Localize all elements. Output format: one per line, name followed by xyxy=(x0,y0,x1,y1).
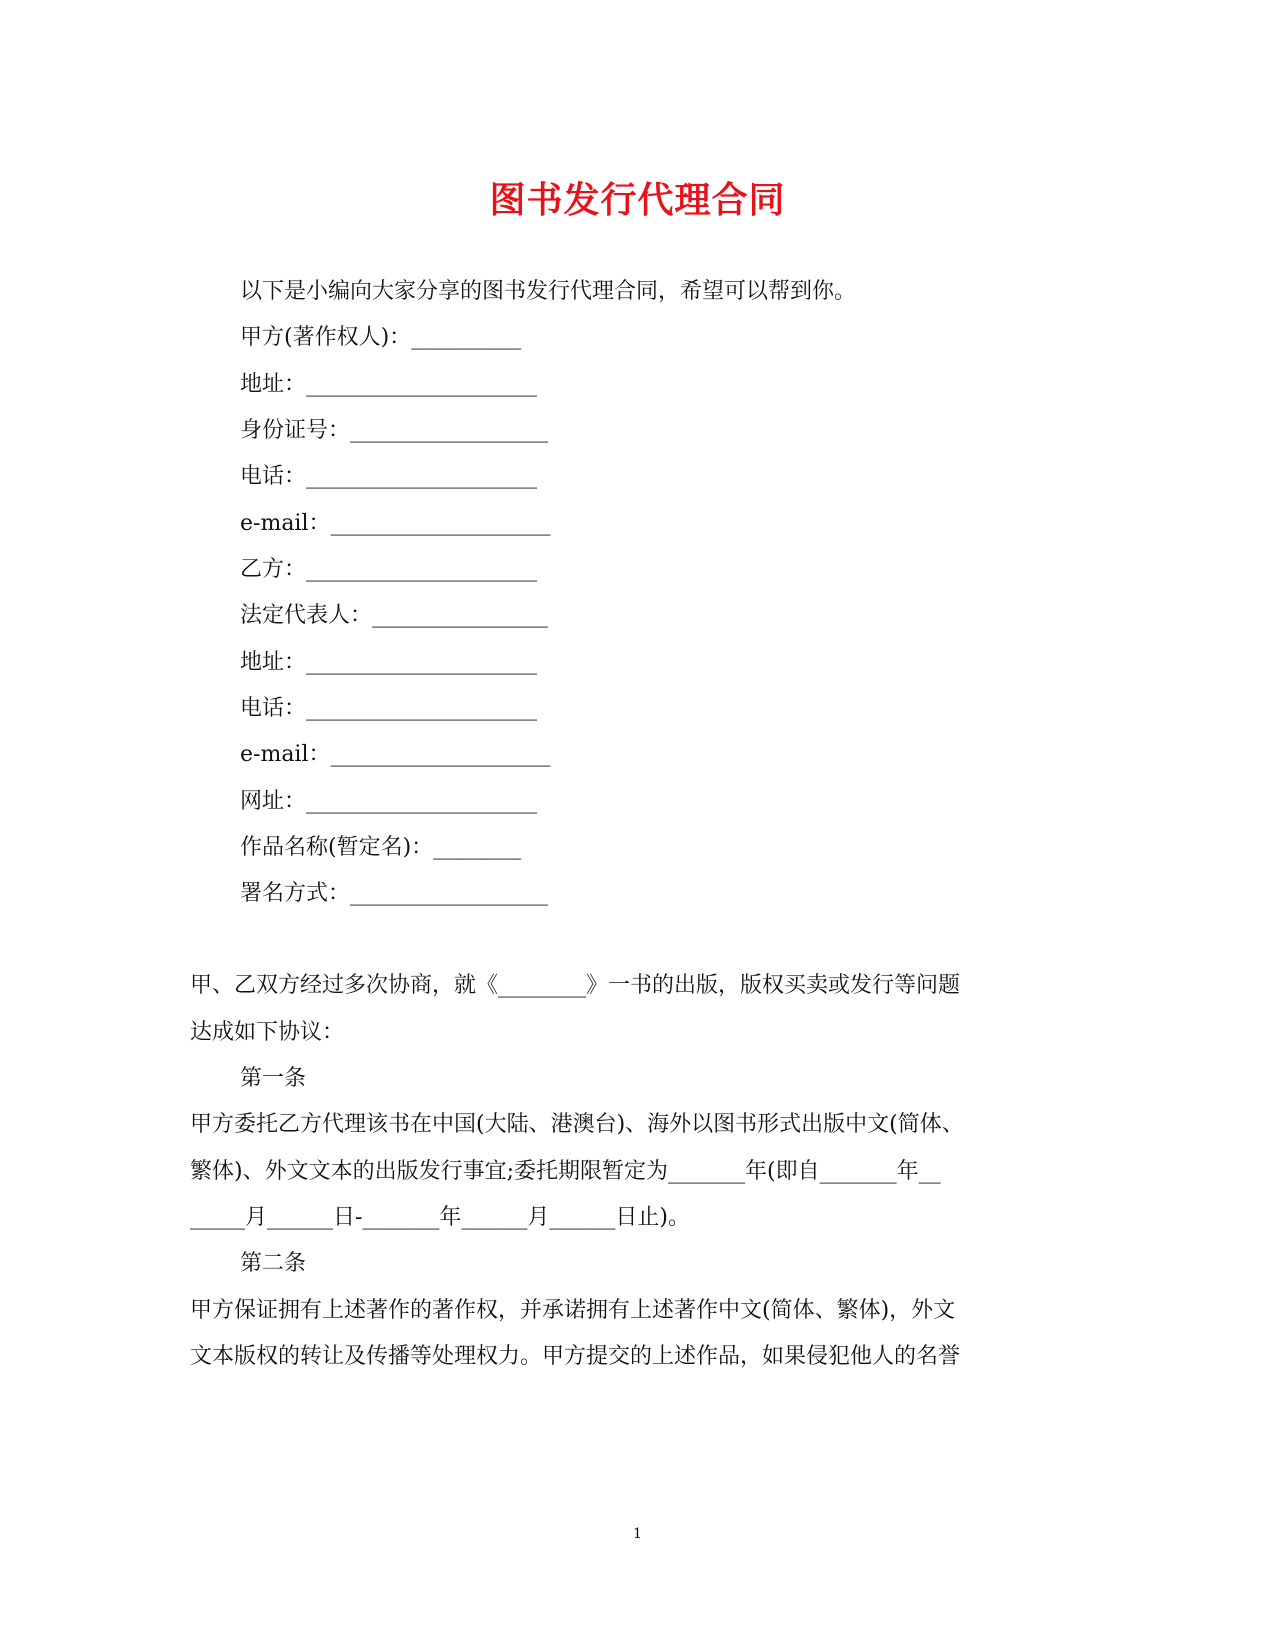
article-2-line-2: 文本版权的转让及传播等处理权力。甲方提交的上述作品，如果侵犯他人的名誉 xyxy=(190,1344,961,1369)
field-party-b-address: 地址：_____________________ xyxy=(240,650,538,675)
document-title: 图书发行代理合同 xyxy=(489,179,786,221)
field-party-b-legal-rep: 法定代表人：________________ xyxy=(240,603,549,628)
field-party-b: 乙方：_____________________ xyxy=(240,557,538,582)
preamble-line-2: 达成如下协议： xyxy=(190,1020,345,1045)
intro-text: 以下是小编向大家分享的图书发行代理合同，希望可以帮到你。 xyxy=(240,279,857,304)
field-party-b-email: e-mail：____________________ xyxy=(240,742,551,767)
page-number: 1 xyxy=(633,1526,642,1542)
article-1-line-2: 繁体)、外文文本的出版发行事宜;委托期限暂定为_______年(即自_______年__ xyxy=(190,1159,941,1184)
article-1-line-3: _____月______日-_______年______月______日止)。 xyxy=(190,1205,691,1230)
field-signature-method: 署名方式：__________________ xyxy=(240,881,549,906)
article-1-heading: 第一条 xyxy=(240,1066,307,1091)
article-1-line-1: 甲方委托乙方代理该书在中国(大陆、港澳台)、海外以图书形式出版中文(简体、 xyxy=(190,1112,964,1137)
article-2-heading: 第二条 xyxy=(240,1251,307,1276)
preamble-line-1: 甲、乙双方经过多次协商，就《________》一书的出版，版权买卖或发行等问题 xyxy=(190,973,961,998)
field-party-a-id-number: 身份证号：__________________ xyxy=(240,418,549,443)
field-party-a-address: 地址：_____________________ xyxy=(240,372,538,397)
field-party-b-website: 网址：_____________________ xyxy=(240,789,538,814)
article-2-line-1: 甲方保证拥有上述著作的著作权，并承诺拥有上述著作中文(简体、繁体)，外文 xyxy=(190,1298,956,1323)
field-party-b-phone: 电话：_____________________ xyxy=(240,696,538,721)
field-party-a-phone: 电话：_____________________ xyxy=(240,464,538,489)
field-party-a-name: 甲方(著作权人)：__________ xyxy=(240,325,522,350)
field-party-a-email: e-mail：____________________ xyxy=(240,511,551,536)
field-work-title: 作品名称(暂定名)：________ xyxy=(240,835,522,860)
